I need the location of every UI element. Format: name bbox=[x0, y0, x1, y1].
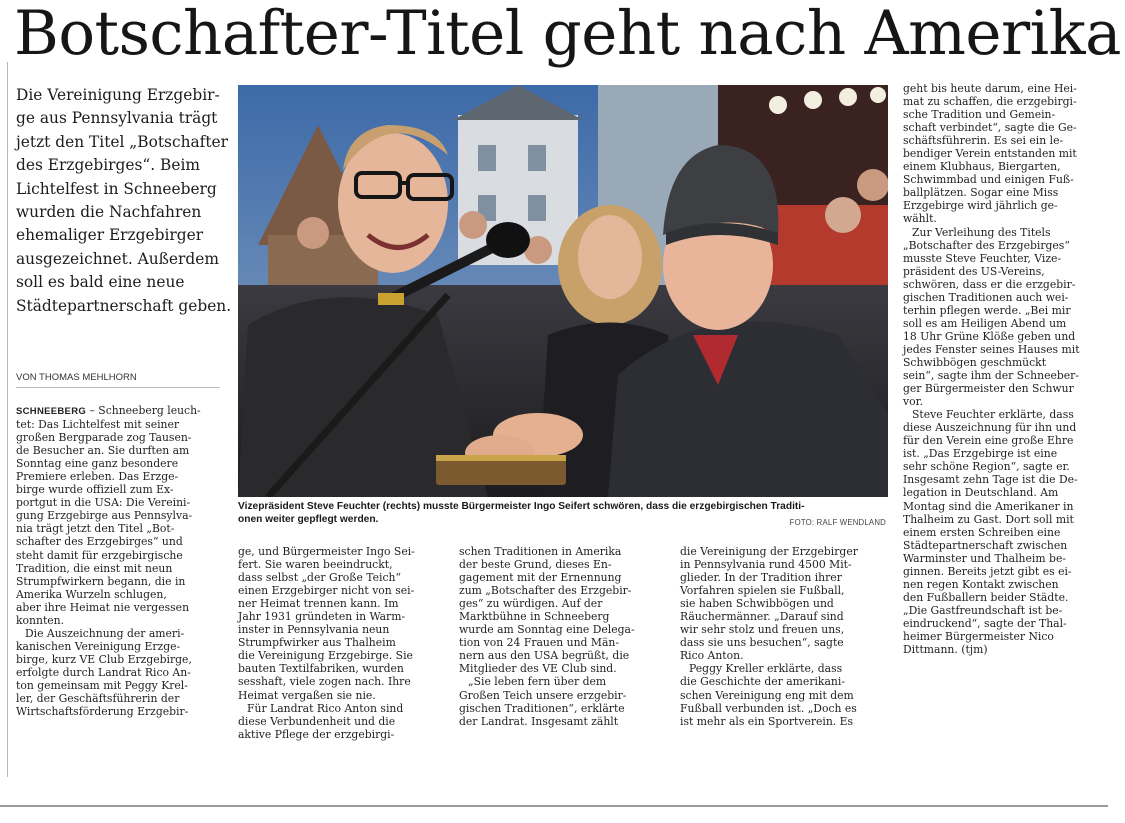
text-line: de Besucher an. Sie durften am bbox=[16, 444, 190, 458]
text-line: wir sehr stolz und freuen uns, bbox=[680, 623, 845, 637]
text-line: sehr schöne Region“, sagte er. bbox=[903, 460, 1070, 474]
teaser bbox=[16, 84, 232, 318]
teaser-line: ausgezeichnet. Außerdem bbox=[16, 249, 219, 268]
text-line: vor. bbox=[903, 395, 924, 409]
text-line: schafter des Erzgebirges“ und bbox=[16, 535, 183, 549]
text-line: einen Erzgebirger nicht von sei- bbox=[238, 584, 415, 598]
text-line: dass selbst „der Große Teich“ bbox=[238, 571, 402, 585]
text-line: gischen Traditionen“, erklärte bbox=[459, 701, 625, 715]
text-line: wählt. bbox=[903, 212, 937, 226]
text-line: einem Klubhaus, Biergarten, bbox=[903, 160, 1061, 174]
text-line: ist mehr als ein Sportverein. Es bbox=[680, 714, 854, 728]
text-line: Dittmann. (tjm) bbox=[903, 643, 988, 657]
teaser-line: Städtepartnerschaft geben. bbox=[16, 296, 232, 315]
text-line: schäftsführerin. Es sei ein le- bbox=[903, 134, 1064, 148]
text-line: portgut in die USA: Die Vereini- bbox=[16, 496, 191, 510]
text-line: Steve Feuchter erklärte, dass bbox=[912, 408, 1074, 422]
text-line: Premiere erleben. Das Erzge- bbox=[16, 470, 179, 484]
teaser-line: Lichtelfest in Schneeberg bbox=[16, 179, 217, 198]
text-line: Amerika Wurzeln schlugen, bbox=[16, 587, 167, 601]
text-line: fert. Sie waren beeindruckt, bbox=[238, 558, 393, 572]
text-line: erfolgte durch Landrat Rico An- bbox=[16, 665, 191, 679]
text-line: gagement mit der Ernennung bbox=[459, 571, 622, 585]
text-line: präsident des US-Vereins, bbox=[903, 264, 1045, 278]
text-line: Tradition, die einst mit neun bbox=[16, 561, 173, 575]
text-line: steht damit für erzgebirgische bbox=[16, 548, 183, 562]
teaser-line: ehemaliger Erzgebirger bbox=[16, 226, 204, 245]
text-line: Marktbühne in Schneeberg bbox=[459, 610, 610, 624]
text-line: tion von 24 Frauen und Män- bbox=[459, 636, 619, 650]
text-line: „Die Gastfreundschaft ist be- bbox=[903, 603, 1063, 617]
text-line: glieder. In der Tradition ihrer bbox=[680, 571, 842, 585]
text-line: diese Auszeichnung für ihn und bbox=[903, 421, 1077, 435]
text-line: soll es am Heiligen Abend um bbox=[903, 316, 1067, 330]
text-line: den Fußballern beider Städte. bbox=[903, 590, 1069, 604]
text-line: tet: Das Lichtelfest mit seiner bbox=[16, 418, 180, 432]
text-line: bendiger Verein entstanden mit bbox=[903, 147, 1077, 161]
text-line: Wirtschaftsförderung Erzgebir- bbox=[16, 705, 189, 719]
text-line: ginnen. Bereits jetzt gibt es ei- bbox=[903, 564, 1072, 578]
teaser-line: soll es bald eine neue bbox=[16, 273, 185, 292]
text-line: in Pennsylvania rund 4500 Mit- bbox=[680, 558, 852, 572]
text-line: dass sie uns besuchen“, sagte bbox=[680, 636, 844, 650]
text-line: Peggy Kreller erklärte, dass bbox=[689, 662, 843, 676]
text-line: schaft verbindet“, sagte die Ge- bbox=[903, 121, 1077, 135]
dateline: SCHNEEBERG bbox=[16, 406, 87, 417]
text-line: nen regen Kontakt zwischen bbox=[903, 577, 1059, 591]
text-line: inster in Pennsylvania neun bbox=[238, 623, 390, 637]
text-line: „Botschafter des Erzgebirges“ bbox=[903, 238, 1070, 252]
text-line: geht bis heute darum, eine Hei- bbox=[903, 82, 1077, 95]
text-line: schen Vereinigung eng mit dem bbox=[680, 688, 854, 702]
text-line: Fußball verbunden ist. „Doch es bbox=[680, 701, 857, 715]
text-line: ist. „Das Erzgebirge ist eine bbox=[903, 447, 1058, 461]
text-line: nern aus den USA begrüßt, die bbox=[459, 649, 630, 663]
teaser-line: des Erzgebirges“. Beim bbox=[16, 156, 200, 175]
text-line: sche Tradition und Gemein- bbox=[903, 108, 1056, 122]
text-line: aber ihre Heimat nie vergessen bbox=[16, 600, 190, 614]
text-line: legation in Deutschland. Am bbox=[903, 486, 1059, 500]
text-line: ler, der Geschäftsführerin der bbox=[16, 692, 180, 706]
text-line: gischen Traditionen auch wei- bbox=[903, 290, 1069, 304]
text-line: Strumpfwirkern begann, die in bbox=[16, 574, 186, 588]
text-line: mat zu schaffen, die erzgebirgi- bbox=[903, 95, 1077, 109]
text-line: zum „Botschafter des Erzgebir- bbox=[459, 584, 632, 598]
text-line: bauten Textilfabriken, wurden bbox=[238, 662, 404, 676]
text-line: Montag sind die Amerikaner in bbox=[903, 499, 1074, 513]
headline: Botschafter-Titel geht nach Amerika bbox=[14, 0, 1122, 69]
photo-credit: FOTO: RALF WENDLAND bbox=[789, 518, 886, 527]
text-line: ger Bürgermeister den Schwur bbox=[903, 382, 1074, 396]
text-line: Die Auszeichnung der ameri- bbox=[25, 626, 185, 640]
text-line: birge wurde offiziell zum Ex- bbox=[16, 483, 174, 497]
text-line: die Vereinigung Erzgebirge. Sie bbox=[238, 649, 413, 663]
teaser-line: wurden die Nachfahren bbox=[16, 203, 202, 222]
text-line: Heimat vergaßen sie nie. bbox=[238, 688, 376, 702]
teaser-line: ge aus Pennsylvania trägt bbox=[16, 109, 218, 128]
text-line: musste Steve Feuchter, Vize- bbox=[903, 251, 1062, 265]
byline: VON THOMAS MEHLHORN bbox=[16, 372, 220, 388]
bottom-rule bbox=[0, 805, 1108, 807]
text-line: Großen Teich unsere erzgebir- bbox=[459, 688, 627, 702]
text-line: heimer Bürgermeister Nico bbox=[903, 629, 1054, 643]
text-line: gung Erzgebirge aus Pennsylva- bbox=[16, 509, 193, 523]
teaser-line: jetzt den Titel „Botschafter bbox=[16, 132, 228, 151]
text-line: die Geschichte der amerikani- bbox=[680, 675, 845, 689]
text-line: Insgesamt zehn Tage ist die De- bbox=[903, 473, 1078, 487]
teaser-line: Die Vereinigung Erzgebir- bbox=[16, 86, 220, 104]
text-line: birge, kurz VE Club Erzgebirge, bbox=[16, 652, 192, 666]
text-line: Städtepartnerschaft zwischen bbox=[903, 538, 1068, 552]
text-line: die Vereinigung der Erzgebirger bbox=[680, 545, 858, 558]
text-line: terhin pflegen werde. „Bei mir bbox=[903, 303, 1071, 317]
text-line: jedes Fenster seines Hauses mit bbox=[903, 342, 1080, 356]
text-line: Vorfahren spielen sie Fußball, bbox=[680, 584, 845, 598]
article-column-2 bbox=[238, 545, 443, 741]
text-line: Rico Anton. bbox=[680, 649, 744, 663]
article-column-5 bbox=[903, 82, 1109, 656]
text-line: „Sie leben fern über dem bbox=[468, 675, 607, 689]
text-line: Thalheim zu Gast. Dort soll mit bbox=[903, 512, 1074, 526]
text-line: wurde am Sonntag eine Delega- bbox=[459, 623, 635, 637]
text-line: Erzgebirge wird jährlich ge- bbox=[903, 199, 1058, 213]
text-line: sesshaft, viele zogen nach. Ihre bbox=[238, 675, 411, 689]
text-line: der Landrat. Insgesamt zählt bbox=[459, 714, 619, 728]
text-line: nia trägt jetzt den Titel „Bot- bbox=[16, 522, 175, 536]
text-line: Für Landrat Rico Anton sind bbox=[247, 701, 404, 715]
text-line: ge, und Bürgermeister Ingo Sei- bbox=[238, 545, 415, 558]
article-column-1 bbox=[16, 404, 222, 718]
text-line: für den Verein eine große Ehre bbox=[903, 434, 1074, 448]
text-line: ballplätzen. Sogar eine Miss bbox=[903, 186, 1059, 200]
left-margin-rule bbox=[7, 62, 8, 777]
article-column-4 bbox=[680, 545, 887, 728]
caption-line: Vizepräsident Steve Feuchter (rechts) musste Bürgermeister Ingo Seifert schwören, dass die erzgebirgischen Traditi- bbox=[238, 501, 805, 512]
text-line: Räuchermänner. „Darauf sind bbox=[680, 610, 844, 624]
text-line: diese Verbundenheit und die bbox=[238, 714, 396, 728]
text-line: einem ersten Schreiben eine bbox=[903, 525, 1061, 539]
article-column-3 bbox=[459, 545, 665, 728]
text-line: kanischen Vereinigung Erzge- bbox=[16, 639, 181, 653]
text-line: ner Heimat trennen kann. Im bbox=[238, 597, 399, 611]
text-line: großen Bergparade zog Tausen- bbox=[16, 431, 192, 445]
text-line: Schwibbögen geschmückt bbox=[903, 355, 1047, 369]
photo-illustration bbox=[238, 85, 888, 497]
text-line: aktive Pflege der erzgebirgi- bbox=[238, 727, 395, 741]
text-line: Schwimmbad und einigen Fuß- bbox=[903, 173, 1074, 187]
text-line: Sonntag eine ganz besondere bbox=[16, 457, 179, 471]
text-line: schen Traditionen in Amerika bbox=[459, 545, 622, 558]
text-line: eindruckend“, sagte der Thal- bbox=[903, 616, 1067, 630]
text-line: Zur Verleihung des Titels bbox=[912, 225, 1051, 239]
article-photo bbox=[238, 85, 888, 497]
text-line: Strumpfwirker aus Thalheim bbox=[238, 636, 396, 650]
text-line: ton gemeinsam mit Peggy Krel- bbox=[16, 678, 188, 692]
text-line: Mitglieder des VE Club sind. bbox=[459, 662, 617, 676]
text-line: ges“ zu würdigen. Auf der bbox=[459, 597, 603, 611]
text-line: sie haben Schwibbögen und bbox=[680, 597, 834, 611]
text-line: Warminster und Thalheim be- bbox=[903, 551, 1066, 565]
text-line: 18 Uhr Grüne Klöße geben und bbox=[903, 329, 1076, 343]
text-line: – Schneeberg leuch- bbox=[86, 404, 201, 417]
caption-line: onen weiter gepflegt werden. bbox=[238, 514, 379, 525]
text-line: schwören, dass er die erzgebir- bbox=[903, 277, 1076, 291]
text-line: der beste Grund, dieses En- bbox=[459, 558, 612, 572]
text-line: konnten. bbox=[16, 613, 65, 627]
text-line: Jahr 1931 gründeten in Warm- bbox=[238, 610, 406, 624]
text-line: sein“, sagte ihm der Schneeber- bbox=[903, 369, 1079, 383]
